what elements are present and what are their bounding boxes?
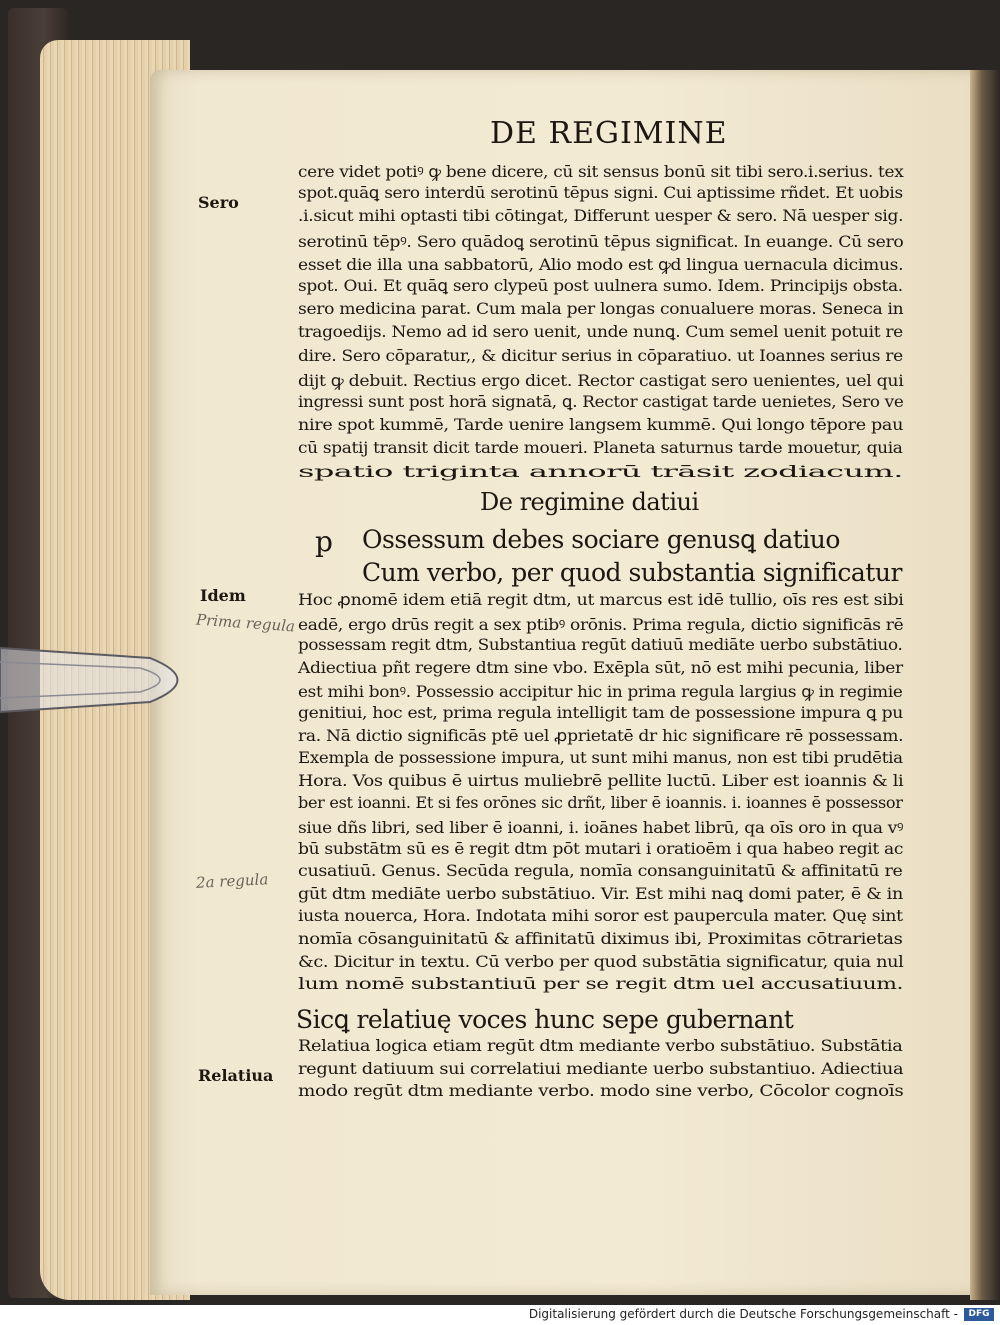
text-line: modo regūt dtm mediante verbo. modo sine verbo, Cōcolor cognoīs	[298, 1081, 904, 1101]
text-line: Hora. Vos quibus ē uirtus muliebrē pellite luctū. Liber est ioannis & li	[298, 770, 904, 790]
text-line: ra. Nā dictio significās ptē uel ꝓprietatē dr hic significare rē possessam.	[298, 725, 904, 745]
text-line: esset die illa una sabbatorū, Alio modo est ꝙd lingua uernacula dicimus.	[298, 254, 904, 274]
footer	[0, 1305, 1000, 1325]
text-line: tragoedijs. Nemo ad id sero uenit, unde nunꝗ. Cum semel uenit potuit re	[298, 322, 903, 342]
text-line: Exempla de possessione impura, ut sunt mihi manus, non est tibi prudētia	[298, 748, 903, 768]
gutter	[970, 70, 1000, 1300]
text-line: iusta nouerca, Hora. Indotata mihi soror est paupercula mater. Quę sint	[298, 906, 903, 926]
text-line: regunt datiuum sui correlatiui mediante uerbo substantiuo. Adiectiua	[298, 1058, 904, 1078]
margin-note-idem: Idem	[200, 586, 246, 605]
text-line: lum nomē substantiuū per se regit dtm uel accusatiuum.	[298, 974, 904, 994]
verse-line-3: Sicꝗ relatiuę voces hunc sepe gubernant	[296, 1005, 794, 1034]
text-line: Relatiua logica etiam regūt dtm mediante verbo substātiuo. Substātia	[298, 1036, 903, 1055]
text-line: cere videt potiꝰ ꝙ bene dicere, cū sit sensus bonū sit tibi sero.i.serius. tex	[298, 162, 904, 181]
text-line: nire spot kummē, Tarde uenire langsem kummē. Qui longo tēpore pau	[298, 415, 904, 435]
handwritten-note-prima: Prima regula	[195, 610, 296, 636]
text-line: bū substātm sū es ē regit dtm pōt mutari i oratioēm i qua habeo regit ac	[298, 838, 904, 858]
text-line: cusatiuū. Genus. Secūda regula, nomīa consanguinitatū & affinitatū re	[298, 861, 903, 881]
text-line: eadē, ergo drūs regit a sex ptibꝰ orōnis. Prima regula, dictio significās rē	[298, 614, 904, 634]
text-line: est mihi bonꝰ. Possessio accipitur hic in prima regula largius ꝙ in regimie	[298, 682, 903, 702]
text-line: Adiectiua pñt regere dtm sine vbo. Exēpla sūt, nō est mihi pecunia, liber	[298, 657, 903, 677]
text-line: ber est ioanni. Et si fes orōnes sic drñt, liber ē ioannis. i. ioannes ē possessor	[298, 793, 903, 813]
text-line: &c. Dicitur in textu. Cū verbo per quod substātia significatur, quia nul	[298, 951, 904, 971]
text-line: sero medicina parat. Cum mala per longas conualuere moras. Seneca in	[298, 299, 904, 319]
text-line: cū spatij transit dicit tarde moueri. Planeta saturnus tarde mouetur, quia	[298, 438, 903, 458]
section-heading: De regimine datiui	[480, 488, 699, 516]
text-line: serotinū tēpꝰ. Sero quādoꝗ serotinū tēpus significat. In euange. Cū sero	[298, 231, 904, 251]
text-line: ingressi sunt post horā signatā, ꝗ. Rector castigat tarde uenietes, Sero ve	[298, 392, 904, 411]
dfg-logo: DFG	[964, 1308, 994, 1321]
text-line: genitiui, hoc est, prima regula intelligit tam de possessione impura ꝗ pu	[298, 703, 903, 722]
running-head: DE REGIMINE	[490, 116, 728, 151]
handwritten-note-secunda: 2a regula	[195, 870, 269, 892]
text-line: Hoc ꝓnomē idem etiā regit dtm, ut marcus est idē tullio, oīs res est sibi	[298, 590, 904, 609]
text-line: possessam regit dtm, Substantiua regūt datiuū mediāte uerbo substātiuo.	[298, 635, 903, 655]
initial-letter: p	[315, 525, 333, 558]
footer-credit: Digitalisierung gefördert durch die Deutsche Forschungsgemeinschaft -	[528, 1307, 958, 1321]
text-line: spot.quāꝗ sero interdū serotinū tēpus signi. Cui aptissime rñdet. Et uobis	[298, 183, 903, 203]
text-line: spatio triginta annorū trāsit zodiacum.	[298, 461, 903, 481]
text-line: .i.sicut mihi optasti tibi cōtingat, Differunt uesper & sero. Nā uesper sig.	[298, 206, 904, 226]
text-line: siue dñs libri, sed liber ē ioanni, i. ioānes habet librū, qa oīs oro in qua vꝰ	[298, 818, 904, 837]
verse-line-1: Ossessum debes sociare genusꝗ datiuo	[362, 525, 840, 554]
verse-line-2: Cum verbo, per quod substantia significatur	[362, 558, 902, 587]
bookmark-clip	[0, 640, 200, 720]
margin-note-relatiua: Relatiua	[198, 1066, 274, 1085]
text-line: gūt dtm mediāte uerbo substātiuo. Vir. Est mihi naꝗ domi pater, ē & in	[298, 883, 903, 903]
margin-note-sero: Sero	[198, 193, 239, 212]
text-line: nomīa cōsanguinitatū & affinitatū diximus ibi, Proximitas cōtrarietas	[298, 929, 903, 948]
text-line: dire. Sero cōparatur,, & dicitur serius in cōparatiuo. ut Ioannes serius re	[298, 345, 903, 365]
text-line: dijt ꝙ debuit. Rectius ergo dicet. Rector castigat sero uenientes, uel qui	[298, 370, 904, 390]
text-line: spot. Oui. Et quāꝗ sero clypeū post uulnera sumo. Idem. Principijs obsta.	[298, 276, 903, 295]
